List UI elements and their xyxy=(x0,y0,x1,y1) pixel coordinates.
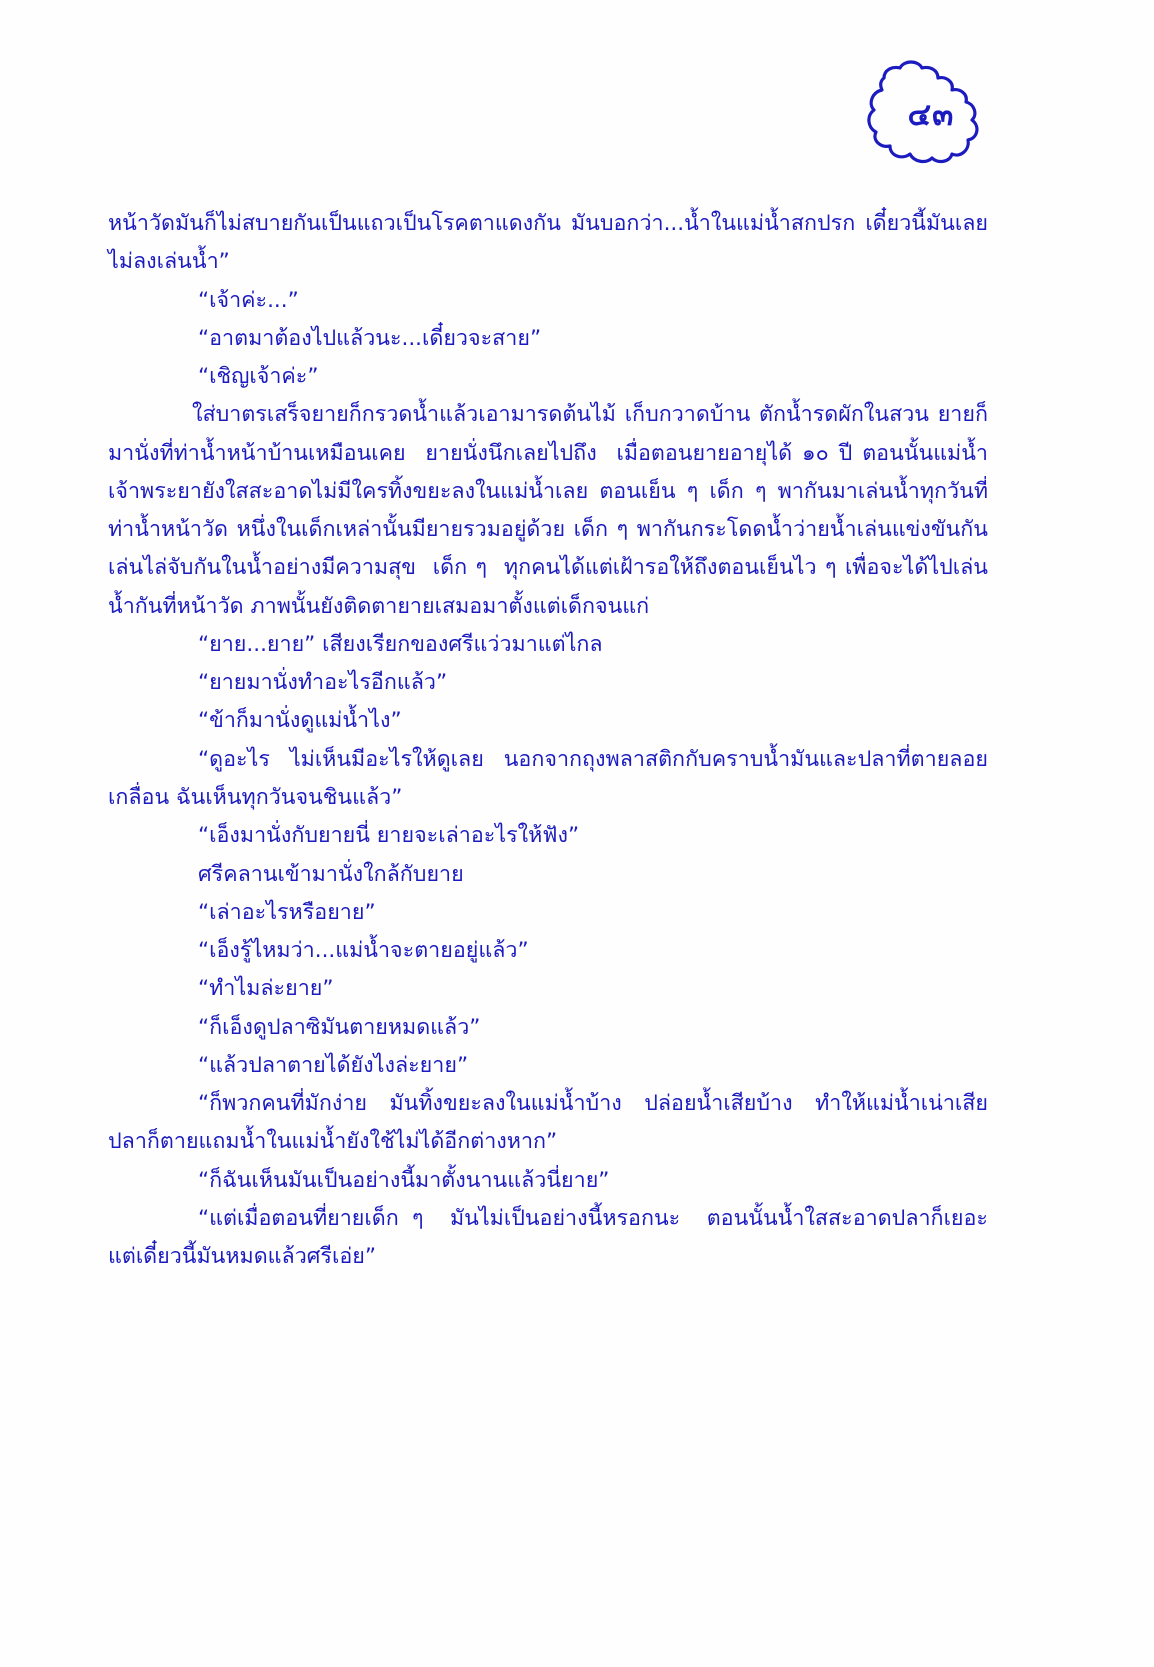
paragraph: “ก็พวกคนที่มักง่าย มันทิ้งขยะลงในแม่น้ำบ้าง ปล่อยน้ำเสียบ้าง ทำให้แม่น้ำเน่าเสีย ปลาก็ตายแถมน้ำในแม่น้ำยังใช้ไม่ได้อีกต่างหาก” xyxy=(108,1091,995,1155)
paragraph: “ยายมานั่งทำอะไรอีกแล้ว” xyxy=(198,670,448,696)
paragraph: “ยาย...ยาย” เสียงเรียกของศรีแว่วมาแต่ไกล xyxy=(198,631,603,657)
page-number-label: ๔๓ xyxy=(907,97,955,133)
paragraph: “อาตมาต้องไปแล้วนะ...เดี๋ยวจะสาย” xyxy=(198,325,542,351)
paragraph: “เอ็งมานั่งกับยายนี่ ยายจะเล่าอะไรให้ฟัง” xyxy=(198,823,580,849)
document-text-body xyxy=(108,205,1002,1276)
paragraph: “เชิญเจ้าค่ะ” xyxy=(198,364,319,390)
paragraph: ใส่บาตรเสร็จยายก็กรวดน้ำแล้วเอามารดต้นไม้ เก็บกวาดบ้าน ตักน้ำรดผักในสวน ยายก็มานั่งที่ท่าน้ำหน้าบ้านเหมือนเคย ยายนั่งนึกเลยไปถึง เมื่อตอนยายอายุได้ ๑๐ ปี ตอนนั้นแม่น้ำเจ้าพระยายังใสสะอาดไม่มีใครทิ้งขยะลงในแม่น้ำเลย ตอนเย็น ๆ เด็ก ๆ พากันมาเล่นน้ำทุกวันที่ท่าน้ำหน้าวัด หนึ่งในเด็กเหล่านั้นมียายรวมอยู่ด้วย เด็ก ๆ พากันกระโดดน้ำว่ายน้ำเล่นแข่งขันกัน เล่นไล่จับกันในน้ำอย่างมีความสุข เด็ก ๆ ทุกคนได้แต่เฝ้ารอให้ถึงตอนเย็นไว ๆ เพื่อจะได้ไปเล่นน้ำกันที่หน้าวัด ภาพนั้นยังติดตายายเสมอมาตั้งแต่เด็กจนแก่ xyxy=(108,402,1002,619)
paragraph: “เอ็งรู้ไหมว่า...แม่น้ำจะตายอยู่แล้ว” xyxy=(198,938,529,964)
paragraph: “ก็เอ็งดูปลาซิมันตายหมดแล้ว” xyxy=(198,1014,481,1040)
paragraph: “แต่เมื่อตอนที่ยายเด็ก ๆ มันไม่เป็นอย่างนี้หรอกนะ ตอนนั้นน้ำใสสะอาดปลาก็เยอะ แต่เดี๋ยวนี้มันหมดแล้วศรีเอ่ย” xyxy=(108,1205,995,1270)
paragraph: “เล่าอะไรหรือยาย” xyxy=(198,899,376,925)
paragraph: “เจ้าค่ะ...” xyxy=(198,287,299,313)
paragraph: “ข้าก็มานั่งดูแม่น้ำไง” xyxy=(198,708,402,734)
paragraph: ศรีคลานเข้ามานั่งใกล้กับยาย xyxy=(198,861,464,887)
page-number-badge xyxy=(866,62,996,162)
paragraph: “แล้วปลาตายได้ยังไงล่ะยาย” xyxy=(198,1052,469,1078)
paragraph: “ก็ฉันเห็นมันเป็นอย่างนี้มาตั้งนานแล้วนี่ยาย” xyxy=(198,1167,610,1193)
paragraph: หน้าวัดมันก็ไม่สบายกันเป็นแถวเป็นโรคตาแดงกัน มันบอกว่า...น้ำในแม่น้ำสกปรก เดี๋ยวนี้มันเลยไม่ลงเล่นน้ำ” xyxy=(108,211,988,275)
paragraph: “ทำไมล่ะยาย” xyxy=(198,976,334,1002)
paragraph: “ดูอะไร ไม่เห็นมีอะไรให้ดูเลย นอกจากถุงพลาสติกกับคราบน้ำมันและปลาที่ตายลอยเกลื่อน ฉันเห็นทุกวันจนชินแล้ว” xyxy=(108,746,988,810)
